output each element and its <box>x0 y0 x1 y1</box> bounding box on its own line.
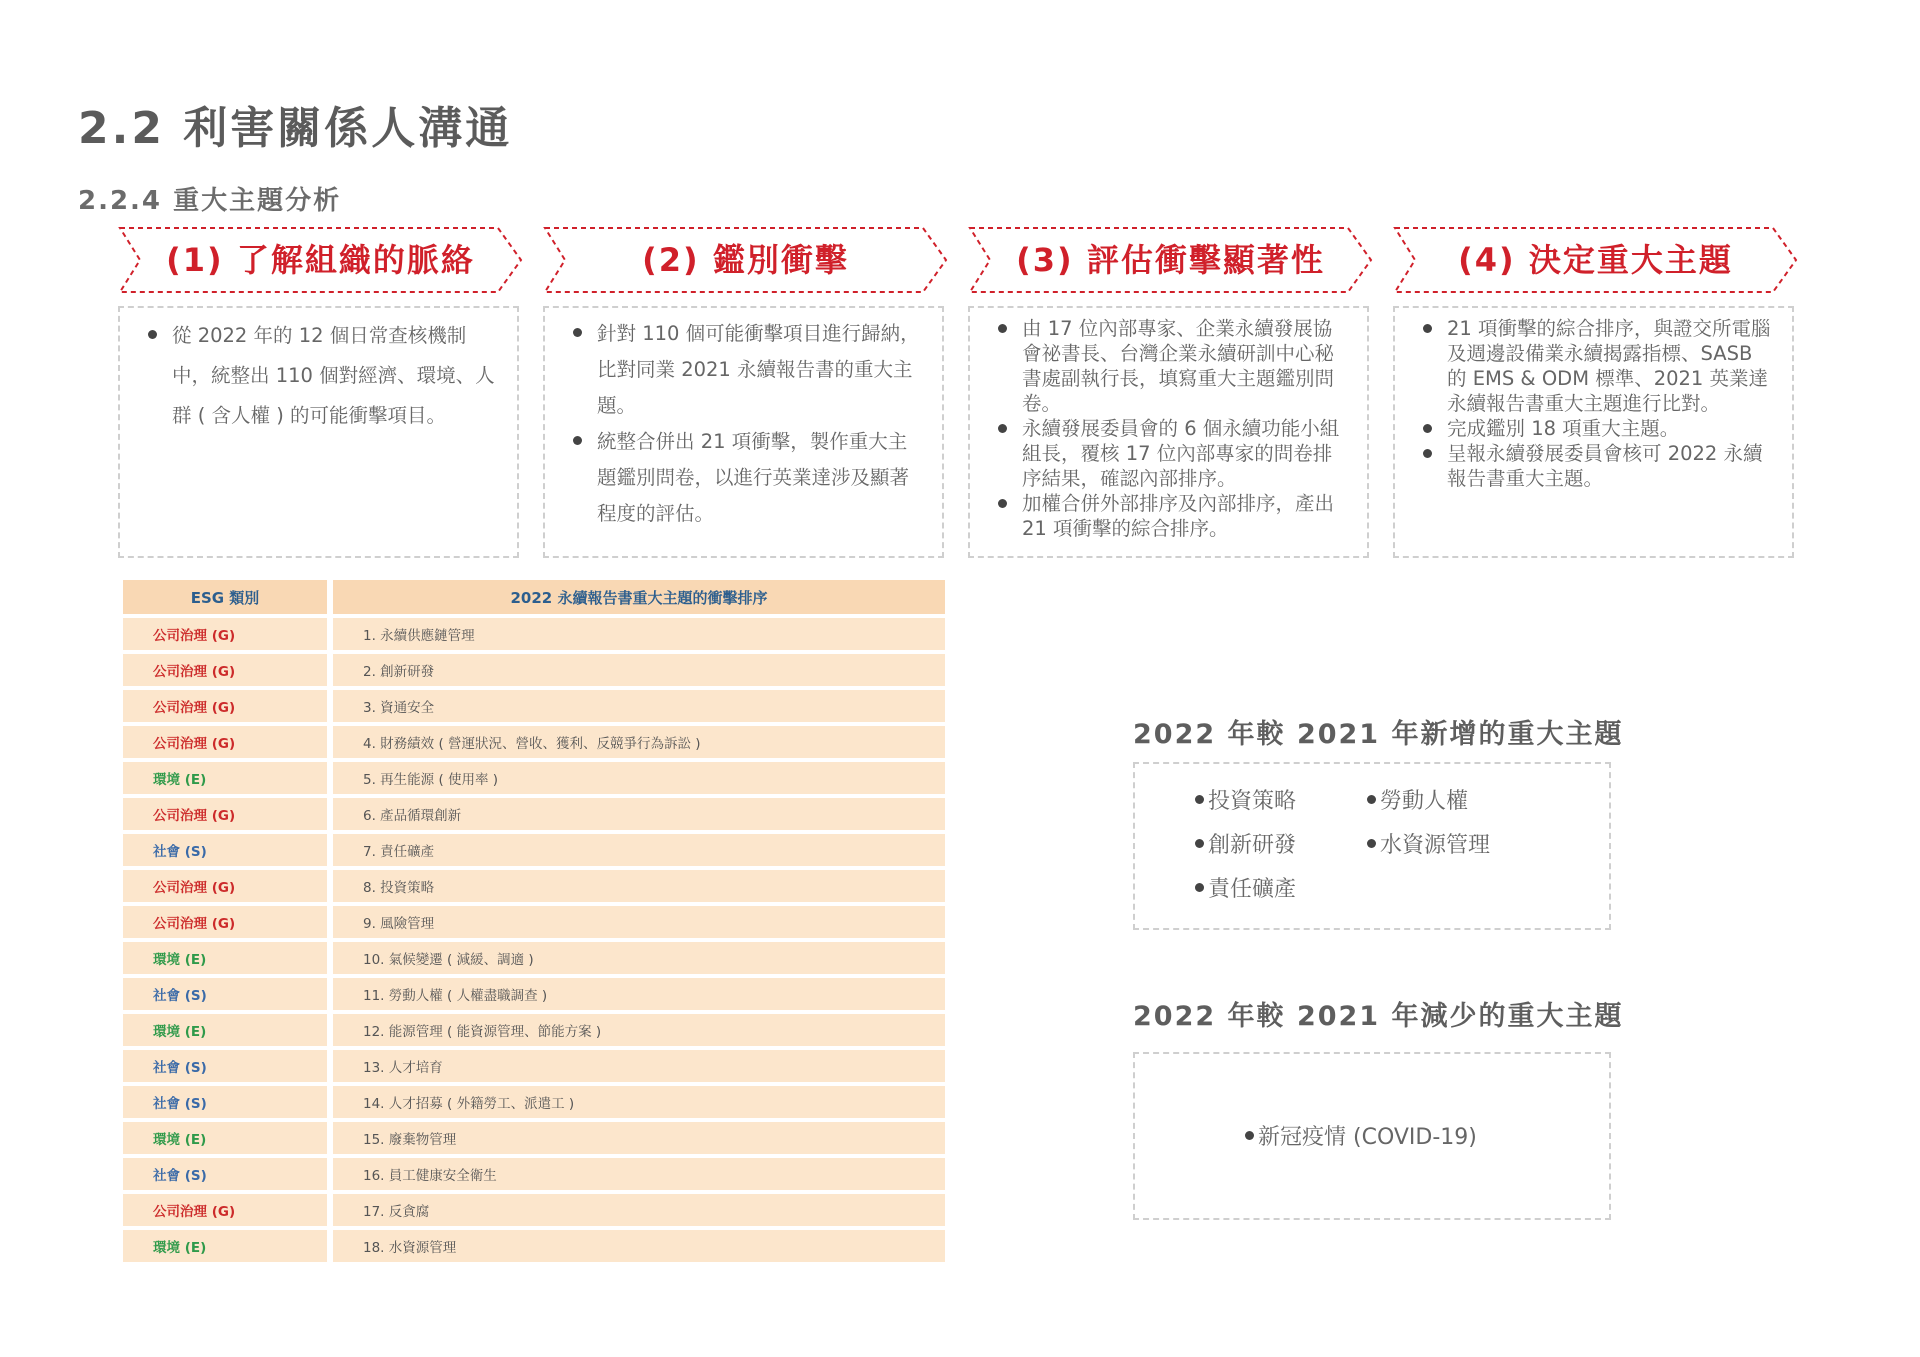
added-topic-item: 勞動人權 <box>1367 784 1468 815</box>
topic-cell: 11. 勞動人權 ( 人權盡職調查 ) <box>333 978 945 1010</box>
topic-cell: 6. 產品循環創新 <box>333 798 945 830</box>
topic-cell: 1. 永續供應鏈管理 <box>333 618 945 650</box>
esg-category-cell: 社會 (S) <box>123 978 327 1010</box>
step-1-banner <box>118 226 523 294</box>
esg-category-cell: 環境 (E) <box>123 1230 327 1262</box>
step-2-bullet-2: 統整合併出 21 項衝擊，製作重大主題鑑別問卷，以進行英業達涉及顯著程度的評估。 <box>573 424 922 532</box>
section-title: 2.2.4 重大主題分析 <box>78 186 342 216</box>
table-row <box>123 1194 945 1226</box>
table-row <box>123 942 945 974</box>
table-row <box>123 1122 945 1154</box>
step-3-banner <box>968 226 1373 294</box>
step-2-bullet-1: 針對 110 個可能衝擊項目進行歸納，比對同業 2021 永續報告書的重大主題。 <box>573 316 922 424</box>
esg-category-cell: 環境 (E) <box>123 762 327 794</box>
topic-cell: 2. 創新研發 <box>333 654 945 686</box>
step-3-title: (3) 評估衝擊顯著性 <box>1016 241 1325 279</box>
material-topics-table <box>123 576 945 1266</box>
esg-category-cell: 公司治理 (G) <box>123 618 327 650</box>
page-title: 2.2 利害關係人溝通 <box>78 103 513 154</box>
table-row <box>123 762 945 794</box>
table-row <box>123 726 945 758</box>
step-1-box <box>118 306 519 558</box>
esg-category-cell: 環境 (E) <box>123 1014 327 1046</box>
esg-category-cell: 公司治理 (G) <box>123 690 327 722</box>
table-row <box>123 798 945 830</box>
added-topic-item: 創新研發 <box>1195 828 1296 859</box>
esg-category-cell: 社會 (S) <box>123 834 327 866</box>
step-2-banner <box>543 226 948 294</box>
esg-category-cell: 環境 (E) <box>123 942 327 974</box>
step-2 <box>543 226 948 525</box>
esg-category-cell: 社會 (S) <box>123 1086 327 1118</box>
step-1-title: (1) 了解組織的脈絡 <box>166 241 475 279</box>
topic-cell: 15. 廢棄物管理 <box>333 1122 945 1154</box>
esg-category-cell: 環境 (E) <box>123 1122 327 1154</box>
topic-cell: 18. 水資源管理 <box>333 1230 945 1262</box>
step-2-title: (2) 鑑別衝擊 <box>642 241 849 279</box>
topic-cell: 12. 能源管理 ( 能資源管理、節能方案 ) <box>333 1014 945 1046</box>
table-row <box>123 1158 945 1190</box>
table-row <box>123 618 945 650</box>
table-row <box>123 978 945 1010</box>
table-row <box>123 654 945 686</box>
process-steps <box>118 226 1798 556</box>
esg-category-cell: 公司治理 (G) <box>123 726 327 758</box>
removed-topic-item: 新冠疫情 (COVID-19) <box>1245 1120 1477 1151</box>
step-3-box <box>968 306 1369 558</box>
topic-cell: 3. 資通安全 <box>333 690 945 722</box>
added-topics-box <box>1133 762 1611 930</box>
step-4-banner <box>1393 226 1798 294</box>
table-row <box>123 1230 945 1262</box>
esg-category-cell: 公司治理 (G) <box>123 906 327 938</box>
esg-category-cell: 社會 (S) <box>123 1050 327 1082</box>
step-4-bullet-1: 21 項衝擊的綜合排序，與證交所電腦及週邊設備業永續揭露指標、SASB 的 EMS & ODM 標準、2021 英業達永續報告書重大主題進行比對。 <box>1423 316 1772 416</box>
table-row <box>123 1050 945 1082</box>
topic-cell: 4. 財務績效 ( 營運狀況、營收、獲利、反競爭行為訴訟 ) <box>333 726 945 758</box>
step-4-title: (4) 決定重大主題 <box>1458 241 1733 279</box>
step-4-bullet-3: 呈報永續發展委員會核可 2022 永續報告書重大主題。 <box>1423 441 1772 491</box>
esg-category-cell: 公司治理 (G) <box>123 1194 327 1226</box>
step-4-box <box>1393 306 1794 558</box>
step-3-bullet-2: 永續發展委員會的 6 個永續功能小組組長，覆核 17 位內部專家的問卷排序結果，確認內部排序。 <box>998 416 1347 491</box>
table-row <box>123 834 945 866</box>
esg-category-cell: 公司治理 (G) <box>123 654 327 686</box>
table-row <box>123 906 945 938</box>
table-row <box>123 870 945 902</box>
step-3 <box>968 226 1373 540</box>
removed-topics-title: 2022 年較 2021 年減少的重大主題 <box>1133 1001 1624 1032</box>
topic-cell: 13. 人才培育 <box>333 1050 945 1082</box>
added-topics-title: 2022 年較 2021 年新增的重大主題 <box>1133 719 1624 750</box>
added-topic-item: 投資策略 <box>1195 784 1296 815</box>
table-header-category: ESG 類別 <box>123 580 327 614</box>
step-4-bullet-2: 完成鑑別 18 項重大主題。 <box>1423 416 1772 441</box>
table-header-row <box>123 580 945 614</box>
step-1-bullet-1: 從 2022 年的 12 個日常查核機制中，統整出 110 個對經濟、環境、人群 ( 含人權 ) 的可能衝擊項目。 <box>148 316 497 436</box>
table-row <box>123 1014 945 1046</box>
topic-cell: 5. 再生能源 ( 使用率 ) <box>333 762 945 794</box>
added-topic-item: 責任礦產 <box>1195 872 1296 903</box>
added-topic-item: 水資源管理 <box>1367 828 1490 859</box>
table-row <box>123 690 945 722</box>
esg-category-cell: 社會 (S) <box>123 1158 327 1190</box>
removed-topics-box <box>1133 1052 1611 1220</box>
step-2-box <box>543 306 944 558</box>
step-4 <box>1393 226 1798 490</box>
topic-cell: 10. 氣候變遷 ( 減緩、調適 ) <box>333 942 945 974</box>
topic-cell: 17. 反貪腐 <box>333 1194 945 1226</box>
topic-cell: 9. 風險管理 <box>333 906 945 938</box>
topic-cell: 14. 人才招募 ( 外籍勞工、派遣工 ) <box>333 1086 945 1118</box>
topic-cell: 7. 責任礦產 <box>333 834 945 866</box>
step-3-bullet-1: 由 17 位內部專家、企業永續發展協會祕書長、台灣企業永續研訓中心秘書處副執行長，填寫重大主題鑑別問卷。 <box>998 316 1347 416</box>
topic-cell: 8. 投資策略 <box>333 870 945 902</box>
step-1 <box>118 226 523 427</box>
step-3-bullet-3: 加權合併外部排序及內部排序，產出 21 項衝擊的綜合排序。 <box>998 491 1347 541</box>
topic-cell: 16. 員工健康安全衛生 <box>333 1158 945 1190</box>
table-header-topic: 2022 永續報告書重大主題的衝擊排序 <box>333 580 945 614</box>
esg-category-cell: 公司治理 (G) <box>123 870 327 902</box>
table-row <box>123 1086 945 1118</box>
esg-category-cell: 公司治理 (G) <box>123 798 327 830</box>
